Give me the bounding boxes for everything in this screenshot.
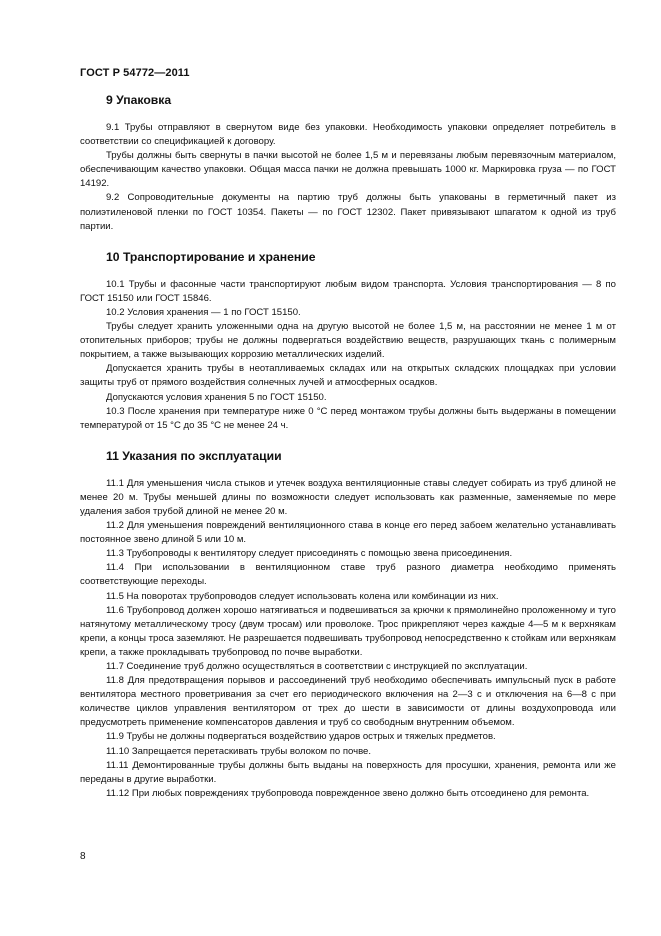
paragraph: 10.1 Трубы и фасонные части транспортируют любым видом транспорта. Условия транспортирования — 8 по ГОСТ 15150 или ГОСТ 15846. xyxy=(80,278,616,304)
paragraph: 11.4 При использовании в вентиляционном ставе труб разного диаметра необходимо применять соответствующие переходы. xyxy=(80,562,616,588)
paragraph: Допускается хранить трубы в неотапливаемых складах или на открытых складских площадках при условии защиты труб от прямого воздействия солнечных лучей и атмосферных осадков. xyxy=(80,363,616,389)
paragraph: Допускаются условия хранения 5 по ГОСТ 15150. xyxy=(106,391,327,403)
paragraph: 10.3 После хранения при температуре ниже 0 °С перед монтажом трубы должны быть выдержаны в помещении температурой от 15 °С до 35 °С не менее 24 ч. xyxy=(80,405,616,431)
paragraph: 11.5 На поворотах трубопроводов следует использовать колена или комбинации из них. xyxy=(106,590,499,602)
paragraph: 11.6 Трубопровод должен хорошо натягиваться и подвешиваться за крючки к прямолинейно проложенному и туго натянутому металлическому тросу (двум тросам) или проволоке. Трос прикрепляют через каждые 4—5 м к верхнякам крепи, а концы троса заземляют. Не разрешается подвешивать трубопровод непосредственно к стойкам или верхнякам крепи, а также прокладывать трубопровод по почве выработки. xyxy=(80,604,616,658)
paragraph: 11.8 Для предотвращения порывов и рассоединений труб необходимо обеспечивать импульсный пуск в работе вентилятора местного проветривания за счет его периодического включения на 2—3 с и отключения на 6—8 с при количестве циклов управления вентилятором от трех до шести в зависимости от длины воздухопровода или предусмотреть применение компенсаторов давления и труб со свободным внутренним объемом. xyxy=(80,675,616,729)
paragraph: 11.7 Соединение труб должно осуществляться в соответствии с инструкцией по эксплуатации. xyxy=(106,661,528,672)
section-title: 10 Транспортирование и хранение xyxy=(106,249,316,264)
document-header: ГОСТ Р 54772—2011 xyxy=(80,67,190,79)
section-packaging xyxy=(80,92,616,234)
paragraph: Трубы следует хранить уложенными одна на другую высотой не более 1,5 м, на расстоянии не менее 1 м от отопительных приборов; трубы не должны подвергаться воздействию веществ, разрушающих ткань с полимерным покрытием, а также вызывающих коррозию металлических изделий. xyxy=(80,321,616,361)
paragraph: 11.9 Трубы не должны подвергаться воздействию ударов острых и тяжелых предметов. xyxy=(106,731,496,743)
paragraph: Трубы должны быть свернуты в пачки высотой не более 1,5 м и перевязаны любым перевязочным материалом, обеспечивающим качество упаковки. Общая масса пачки не должна превышать 1000 кг. Маркировка груза — по ГОСТ 14192. xyxy=(80,150,616,190)
paragraph: 11.10 Запрещается перетаскивать трубы волоком по почве. xyxy=(106,745,372,757)
paragraph: 11.11 Демонтированные трубы должны быть выданы на поверхность для просушки, хранения, ремонта или же переданы в другие выработки. xyxy=(80,759,616,785)
paragraph: 11.12 При любых повреждениях трубопровода поврежденное звено должно быть отсоединено для ремонта. xyxy=(106,787,590,799)
section-title: 9 Упаковка xyxy=(106,93,172,107)
page-number: 8 xyxy=(80,851,86,862)
paragraph: 11.1 Для уменьшения числа стыков и утечек воздуха вентиляционные ставы следует собирать из труб длиной не менее 20 м. Трубы меньшей длины по возможности следует использовать как разменные, заменяемые по мере удаления забоя трубой длиной не менее 20 м. xyxy=(80,477,616,517)
section-operation xyxy=(80,448,616,801)
paragraph: 11.2 Для уменьшения повреждений вентиляционного става в конце его перед забоем желательно устанавливать постоянное звено длиной 5 или 10 м. xyxy=(80,520,616,546)
paragraph: 9.1 Трубы отправляют в свернутом виде без упаковки. Необходимость упаковки определяет потребитель в соответствии со спецификацией к договору. xyxy=(80,122,616,148)
section-title: 11 Указания по эксплуатации xyxy=(106,448,282,463)
paragraph: 9.2 Сопроводительные документы на партию труб должны быть упакованы в герметичный пакет из полиэтиленовой пленки по ГОСТ 10354. Пакеты — по ГОСТ 12302. Пакет привязывают шпагатом к одной из труб партии. xyxy=(80,192,616,232)
document-body xyxy=(80,92,616,816)
paragraph: 11.3 Трубопроводы к вентилятору следует присоединять с помощью звена присоединения. xyxy=(106,548,513,560)
section-transport-storage xyxy=(80,249,616,433)
paragraph: 10.2 Условия хранения — 1 по ГОСТ 15150. xyxy=(106,306,301,318)
